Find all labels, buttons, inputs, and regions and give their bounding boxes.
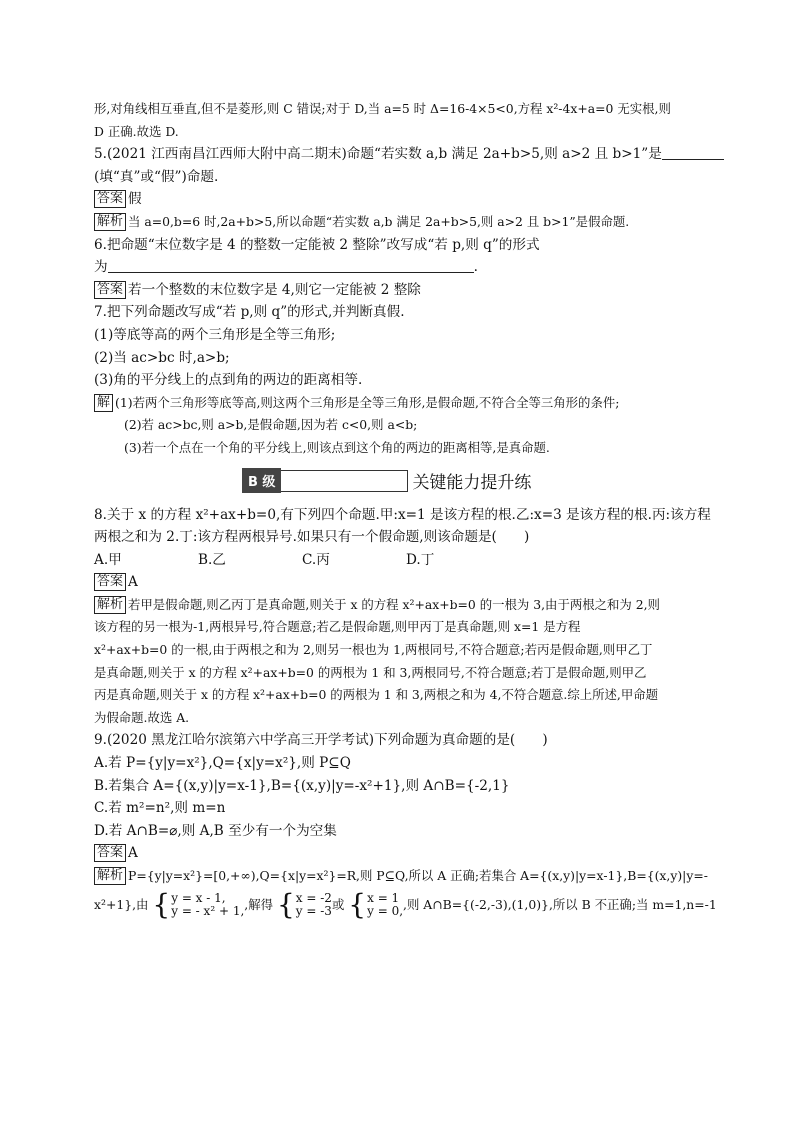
answer-blank: [662, 145, 724, 160]
explanation-text: 丙是真命题,则关于 x 的方程 x²+ax+b=0 的两根为 1 和 3,两根之和为 4,不符合题意.综上所述,甲命题: [94, 687, 659, 703]
equation-line: x = 1: [367, 891, 400, 906]
choices: [94, 549, 706, 572]
answer-row: [94, 279, 706, 302]
explanation-tag: 解析: [94, 213, 126, 231]
section-title: 关键能力提升练: [412, 473, 532, 493]
explanation-text: x²+1},由: [94, 896, 149, 912]
text-line: D 正确.故选 D.: [94, 123, 179, 139]
question-text: (填“真”或“假”)命题.: [94, 168, 219, 185]
explanation-row: [94, 594, 706, 617]
answer-tag: 答案: [94, 281, 126, 299]
explanation-math-row: [94, 888, 717, 922]
explanation-text: (1)若两个三角形等底等高,则这两个三角形是全等三角形,是假命题,不符合全等三角形的条件;: [115, 394, 620, 410]
answer-row: [94, 188, 706, 211]
equation-line: x = -2: [295, 891, 332, 906]
explanation-text: 是真命题,则关于 x 的方程 x²+ax+b=0 的两根为 1 和 3,两根同号,不符合题意;若丁是假命题,则甲乙: [94, 664, 647, 680]
explanation-row: [94, 211, 706, 234]
choice-c: C.丙: [302, 551, 330, 568]
period: .: [473, 259, 478, 276]
explanation-text: ,解得: [244, 896, 273, 912]
section-box: [281, 470, 408, 492]
explanation-text: 当 a=0,b=6 时,2a+b>5,所以命题“若实数 a,b 满足 2a+b>5,则 a>2 且 b>1”是假命题.: [128, 213, 630, 229]
question-item: (3)角的平分线上的点到角的两边的距离相等.: [94, 372, 363, 389]
equation-stack: [367, 892, 403, 918]
answer-text: 若一个整数的末位数字是 4,则它一定能被 2 整除: [128, 281, 421, 298]
question-item: (1)等底等高的两个三角形是全等三角形;: [94, 326, 336, 343]
choice-d: D.若 A∩B=⌀,则 A,B 至少有一个为空集: [94, 822, 337, 839]
answer-text: A: [128, 574, 138, 591]
question-9: 9.(2020 黑龙江哈尔滨第六中学高三开学考试)下列命题为真命题的是( ): [94, 732, 548, 749]
question-text: 为: [94, 259, 108, 276]
section-header: [94, 466, 706, 496]
explanation-text: 或: [331, 896, 345, 912]
explanation-text: 若甲是假命题,则乙丙丁是真命题,则关于 x 的方程 x²+ax+b=0 的一根为 3,由于两根之和为 2,则: [128, 596, 660, 612]
question-8: 8.关于 x 的方程 x²+ax+b=0,有下列四个命题.甲:x=1 是该方程的根.乙:x=3 是该方程的根.丙:该方程: [94, 506, 711, 523]
answer-text: 假: [128, 191, 142, 208]
answer-tag: 答案: [94, 844, 126, 862]
equation-line: y = - x² + 1,: [171, 904, 245, 919]
question-7: 7.把下列命题改写成“若 p,则 q”的形式,并判断真假.: [94, 304, 405, 321]
question-text: 两根之和为 2.丁:该方程两根异号.如果只有一个假命题,则该命题是( ): [94, 529, 530, 546]
answer-text: A: [128, 845, 138, 862]
section-badge: B 级: [242, 468, 281, 493]
equation-line: y = 0,: [367, 904, 404, 919]
text-line: 形,对角线相互垂直,但不是菱形,则 C 错误;对于 D,当 a=5 时 Δ=16-4×5<0,方程 x²-4x+a=0 无实根,则: [94, 101, 671, 116]
question-text: 5.(2021 江西南昌江西师大附中高二期末)命题“若实数 a,b 满足 2a+b>5,则 a>2 且 b>1”是: [94, 146, 662, 163]
choice-d: D.丁: [406, 551, 435, 568]
explanation-text: P={y|y=x²}=[0,+∞),Q={x|y=x²}=R,则 P⊆Q,所以 A 正确;若集合 A={(x,y)|y=x-1},B={(x,y)|y=-: [128, 868, 708, 883]
equation-stack: [296, 892, 332, 918]
equation-system: [152, 888, 245, 922]
explanation-text: 为假命题.故选 A.: [94, 709, 190, 725]
explanation-text: 该方程的另一根为-1,两根异号,符合题意;若乙是假命题,则甲丙丁是真命题,则 x=1 是方程: [94, 619, 581, 635]
equation-system: [276, 888, 332, 922]
explanation-tag: 解析: [94, 596, 126, 614]
page-content: [94, 98, 717, 922]
question-text: [94, 256, 706, 279]
choice-a: A.甲: [94, 551, 122, 568]
equation-system: [348, 888, 404, 922]
explanation-text: ,则 A∩B={(-2,-3),(1,0)},所以 B 不正确;当 m=1,n=-1: [403, 896, 717, 912]
choice-b: B.若集合 A={(x,y)|y=x-1},B={(x,y)|y=-x²+1},则 A∩B={-2,1}: [94, 777, 510, 794]
answer-tag: 答案: [94, 190, 126, 208]
choice-c: C.若 m²=n²,则 m=n: [94, 800, 226, 817]
equation-line: y = -3: [295, 904, 332, 919]
answer-row: [94, 842, 706, 865]
choice-b: B.乙: [198, 551, 226, 568]
equation-line: y = x - 1,: [171, 891, 226, 906]
explanation-text: (2)若 ac>bc,则 a>b,是假命题,因为若 c<0,则 a<b;: [124, 417, 418, 433]
choice-a: A.若 P={y|y=x²},Q={x|y=x²},则 P⊆Q: [94, 755, 351, 772]
explanation-row: [94, 392, 706, 415]
explanation-tag: 解: [94, 394, 113, 412]
brace-icon: {: [152, 888, 171, 922]
explanation-text: (3)若一个点在一个角的平分线上,则该点到这个角的两边的距离相等,是真命题.: [124, 439, 550, 455]
explanation-tag: 解析: [94, 867, 126, 885]
brace-icon: {: [276, 888, 295, 922]
question-6: 6.把命题“末位数字是 4 的整数一定能被 2 整除”改写成“若 p,则 q”的形式: [94, 236, 540, 253]
question-5: [94, 143, 706, 166]
explanation-text: x²+ax+b=0 的一根,由于两根之和为 2,则另一根也为 1,两根同号,不符合题意;若丙是假命题,则甲乙丁: [94, 642, 653, 658]
answer-row: [94, 571, 706, 594]
equation-stack: [171, 892, 244, 918]
answer-blank: [108, 258, 474, 273]
explanation-row: [94, 865, 706, 888]
question-item: (2)当 ac>bc 时,a>b;: [94, 349, 230, 366]
answer-tag: 答案: [94, 573, 126, 591]
brace-icon: {: [348, 888, 367, 922]
